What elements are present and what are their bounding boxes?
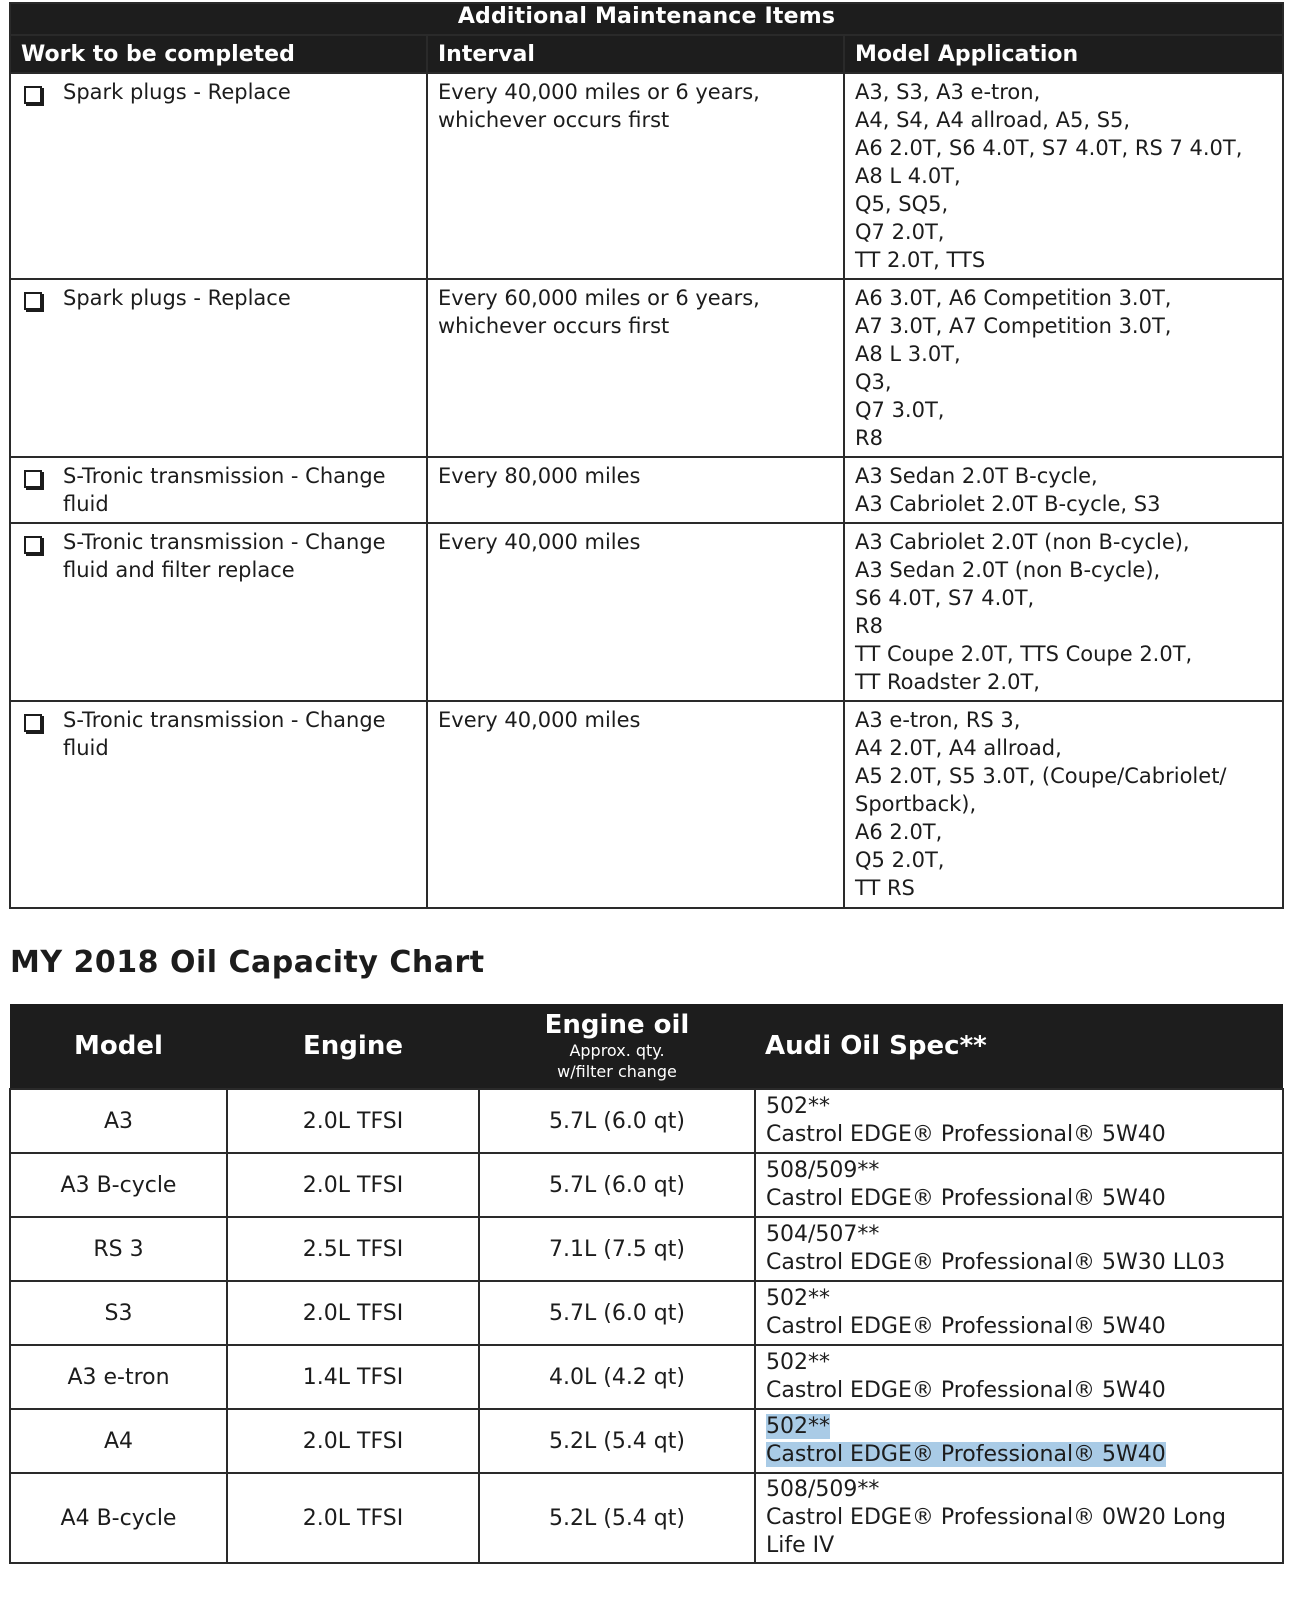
- application-cell: [844, 523, 1283, 701]
- spec-oil-cont: Life IV: [766, 1533, 835, 1558]
- checkbox-icon[interactable]: [24, 714, 42, 732]
- table-row: [10, 1281, 1283, 1345]
- table-row: [10, 1089, 1283, 1153]
- spec-oil: Castrol EDGE® Professional® 5W40: [766, 1314, 1166, 1339]
- qty-cell: 5.7L (6.0 qt): [479, 1153, 755, 1217]
- work-text: S-Tronic transmission - Change fluid and filter replace: [63, 530, 386, 582]
- spec-code-selected[interactable]: 502**: [766, 1414, 830, 1439]
- table-row: [10, 701, 1283, 908]
- oil-chart-title: MY 2018 Oil Capacity Chart: [10, 945, 485, 980]
- qty-cell: 5.2L (5.4 qt): [479, 1473, 755, 1563]
- app-line: A7 3.0T, A7 Competition 3.0T,: [855, 314, 1172, 338]
- table-row: [10, 1473, 1283, 1563]
- interval-cell: Every 80,000 miles: [427, 457, 844, 523]
- table-row: [10, 73, 1283, 279]
- spec-cell-selected[interactable]: [755, 1409, 1283, 1473]
- checkbox-icon[interactable]: [24, 470, 42, 488]
- spec-cell: [755, 1089, 1283, 1153]
- model-cell: A3 B-cycle: [10, 1153, 227, 1217]
- app-line: Q5, SQ5,: [855, 192, 949, 216]
- spec-code: 502**: [766, 1286, 830, 1311]
- app-line: R8: [855, 614, 883, 638]
- engine-cell: 2.0L TFSI: [227, 1089, 479, 1153]
- oil-capacity-table: [9, 1004, 1284, 1564]
- spec-oil: Castrol EDGE® Professional® 0W20 Long: [766, 1505, 1227, 1530]
- qty-cell: 5.2L (5.4 qt): [479, 1409, 755, 1473]
- maintenance-table: [9, 2, 1284, 909]
- engine-cell: 2.0L TFSI: [227, 1153, 479, 1217]
- table-row: [10, 457, 1283, 523]
- app-line: Q7 3.0T,: [855, 398, 945, 422]
- app-line: Q5 2.0T,: [855, 848, 945, 872]
- app-line: A6 3.0T, A6 Competition 3.0T,: [855, 286, 1172, 310]
- oil-header-main: Engine oil: [544, 1010, 690, 1040]
- spec-oil: Castrol EDGE® Professional® 5W40: [766, 1186, 1166, 1211]
- engine-cell: 2.0L TFSI: [227, 1473, 479, 1563]
- model-cell: A3: [10, 1089, 227, 1153]
- qty-cell: 4.0L (4.2 qt): [479, 1345, 755, 1409]
- table-row: [10, 1217, 1283, 1281]
- app-line: TT RS: [855, 876, 915, 900]
- model-cell: A3 e-tron: [10, 1345, 227, 1409]
- table-row: [10, 1153, 1283, 1217]
- spec-oil-selected[interactable]: Castrol EDGE® Professional® 5W40: [766, 1442, 1166, 1467]
- app-line: A3, S3, A3 e-tron,: [855, 80, 1041, 104]
- spec-cell: [755, 1473, 1283, 1563]
- col-oil-header: [479, 1004, 755, 1089]
- engine-cell: 2.0L TFSI: [227, 1409, 479, 1473]
- app-line: A6 2.0T,: [855, 820, 943, 844]
- oil-header-sub: Approx. qty.: [569, 1041, 665, 1060]
- checkbox-icon[interactable]: [24, 536, 42, 554]
- app-line: A4 2.0T, A4 allroad,: [855, 736, 1062, 760]
- col-interval-header: Interval: [427, 35, 844, 73]
- spec-oil: Castrol EDGE® Professional® 5W40: [766, 1378, 1166, 1403]
- work-cell: [10, 457, 427, 523]
- app-line: TT 2.0T, TTS: [855, 248, 986, 272]
- app-line: A3 Sedan 2.0T (non B-cycle),: [855, 558, 1161, 582]
- application-cell: [844, 457, 1283, 523]
- table-row: [10, 1345, 1283, 1409]
- model-cell: RS 3: [10, 1217, 227, 1281]
- spec-cell: [755, 1217, 1283, 1281]
- work-cell: [10, 523, 427, 701]
- model-cell: A4 B-cycle: [10, 1473, 227, 1563]
- spec-code: 502**: [766, 1094, 830, 1119]
- app-line: TT Roadster 2.0T,: [855, 670, 1040, 694]
- work-cell: [10, 279, 427, 457]
- oil-header-row: [10, 1004, 1283, 1089]
- app-line: A8 L 3.0T,: [855, 342, 961, 366]
- app-line: S6 4.0T, S7 4.0T,: [855, 586, 1035, 610]
- table-row: [10, 279, 1283, 457]
- application-cell: [844, 73, 1283, 279]
- app-line: A3 Cabriolet 2.0T B-cycle, S3: [855, 492, 1161, 516]
- app-line: Sportback),: [855, 792, 977, 816]
- work-text: Spark plugs - Replace: [63, 286, 291, 310]
- table-row: [10, 1409, 1283, 1473]
- spec-oil: Castrol EDGE® Professional® 5W40: [766, 1122, 1166, 1147]
- checkbox-icon[interactable]: [24, 86, 42, 104]
- interval-cell: Every 40,000 miles: [427, 523, 844, 701]
- checkbox-icon[interactable]: [24, 292, 42, 310]
- work-cell: [10, 73, 427, 279]
- interval-cell: Every 60,000 miles or 6 years, whichever occurs first: [427, 279, 844, 457]
- engine-cell: 1.4L TFSI: [227, 1345, 479, 1409]
- engine-cell: 2.5L TFSI: [227, 1217, 479, 1281]
- app-line: Q7 2.0T,: [855, 220, 945, 244]
- app-line: A6 2.0T, S6 4.0T, S7 4.0T, RS 7 4.0T,: [855, 136, 1243, 160]
- work-text: S-Tronic transmission - Change fluid: [63, 708, 386, 760]
- spec-code: 504/507**: [766, 1222, 880, 1247]
- spec-cell: [755, 1345, 1283, 1409]
- table-row: [10, 523, 1283, 701]
- spec-code: 502**: [766, 1350, 830, 1375]
- app-line: TT Coupe 2.0T, TTS Coupe 2.0T,: [855, 642, 1193, 666]
- engine-cell: 2.0L TFSI: [227, 1281, 479, 1345]
- qty-cell: 7.1L (7.5 qt): [479, 1217, 755, 1281]
- application-cell: [844, 701, 1283, 908]
- work-text: S-Tronic transmission - Change fluid: [63, 464, 386, 516]
- app-line: A3 Cabriolet 2.0T (non B-cycle),: [855, 530, 1190, 554]
- col-spec-header: Audi Oil Spec**: [755, 1004, 1283, 1089]
- oil-header-sub: w/filter change: [557, 1062, 677, 1081]
- qty-cell: 5.7L (6.0 qt): [479, 1089, 755, 1153]
- col-application-header: Model Application: [844, 35, 1283, 73]
- app-line: A4, S4, A4 allroad, A5, S5,: [855, 108, 1131, 132]
- col-work-header: Work to be completed: [10, 35, 427, 73]
- app-line: A8 L 4.0T,: [855, 164, 961, 188]
- app-line: A3 Sedan 2.0T B-cycle,: [855, 464, 1098, 488]
- qty-cell: 5.7L (6.0 qt): [479, 1281, 755, 1345]
- interval-cell: Every 40,000 miles or 6 years, whichever occurs first: [427, 73, 844, 279]
- app-line: A5 2.0T, S5 3.0T, (Coupe/Cabriolet/: [855, 764, 1227, 788]
- spec-code: 508/509**: [766, 1477, 880, 1502]
- col-model-header: Model: [10, 1004, 227, 1089]
- interval-cell: Every 40,000 miles: [427, 701, 844, 908]
- col-engine-header: Engine: [227, 1004, 479, 1089]
- model-cell: S3: [10, 1281, 227, 1345]
- work-cell: [10, 701, 427, 908]
- spec-oil: Castrol EDGE® Professional® 5W30 LL03: [766, 1250, 1226, 1275]
- maintenance-title: Additional Maintenance Items: [10, 3, 1283, 35]
- app-line: R8: [855, 426, 883, 450]
- spec-cell: [755, 1153, 1283, 1217]
- app-line: A3 e-tron, RS 3,: [855, 708, 1021, 732]
- app-line: Q3,: [855, 370, 892, 394]
- work-text: Spark plugs - Replace: [63, 80, 291, 104]
- spec-code: 508/509**: [766, 1158, 880, 1183]
- spec-cell: [755, 1281, 1283, 1345]
- model-cell: A4: [10, 1409, 227, 1473]
- application-cell: [844, 279, 1283, 457]
